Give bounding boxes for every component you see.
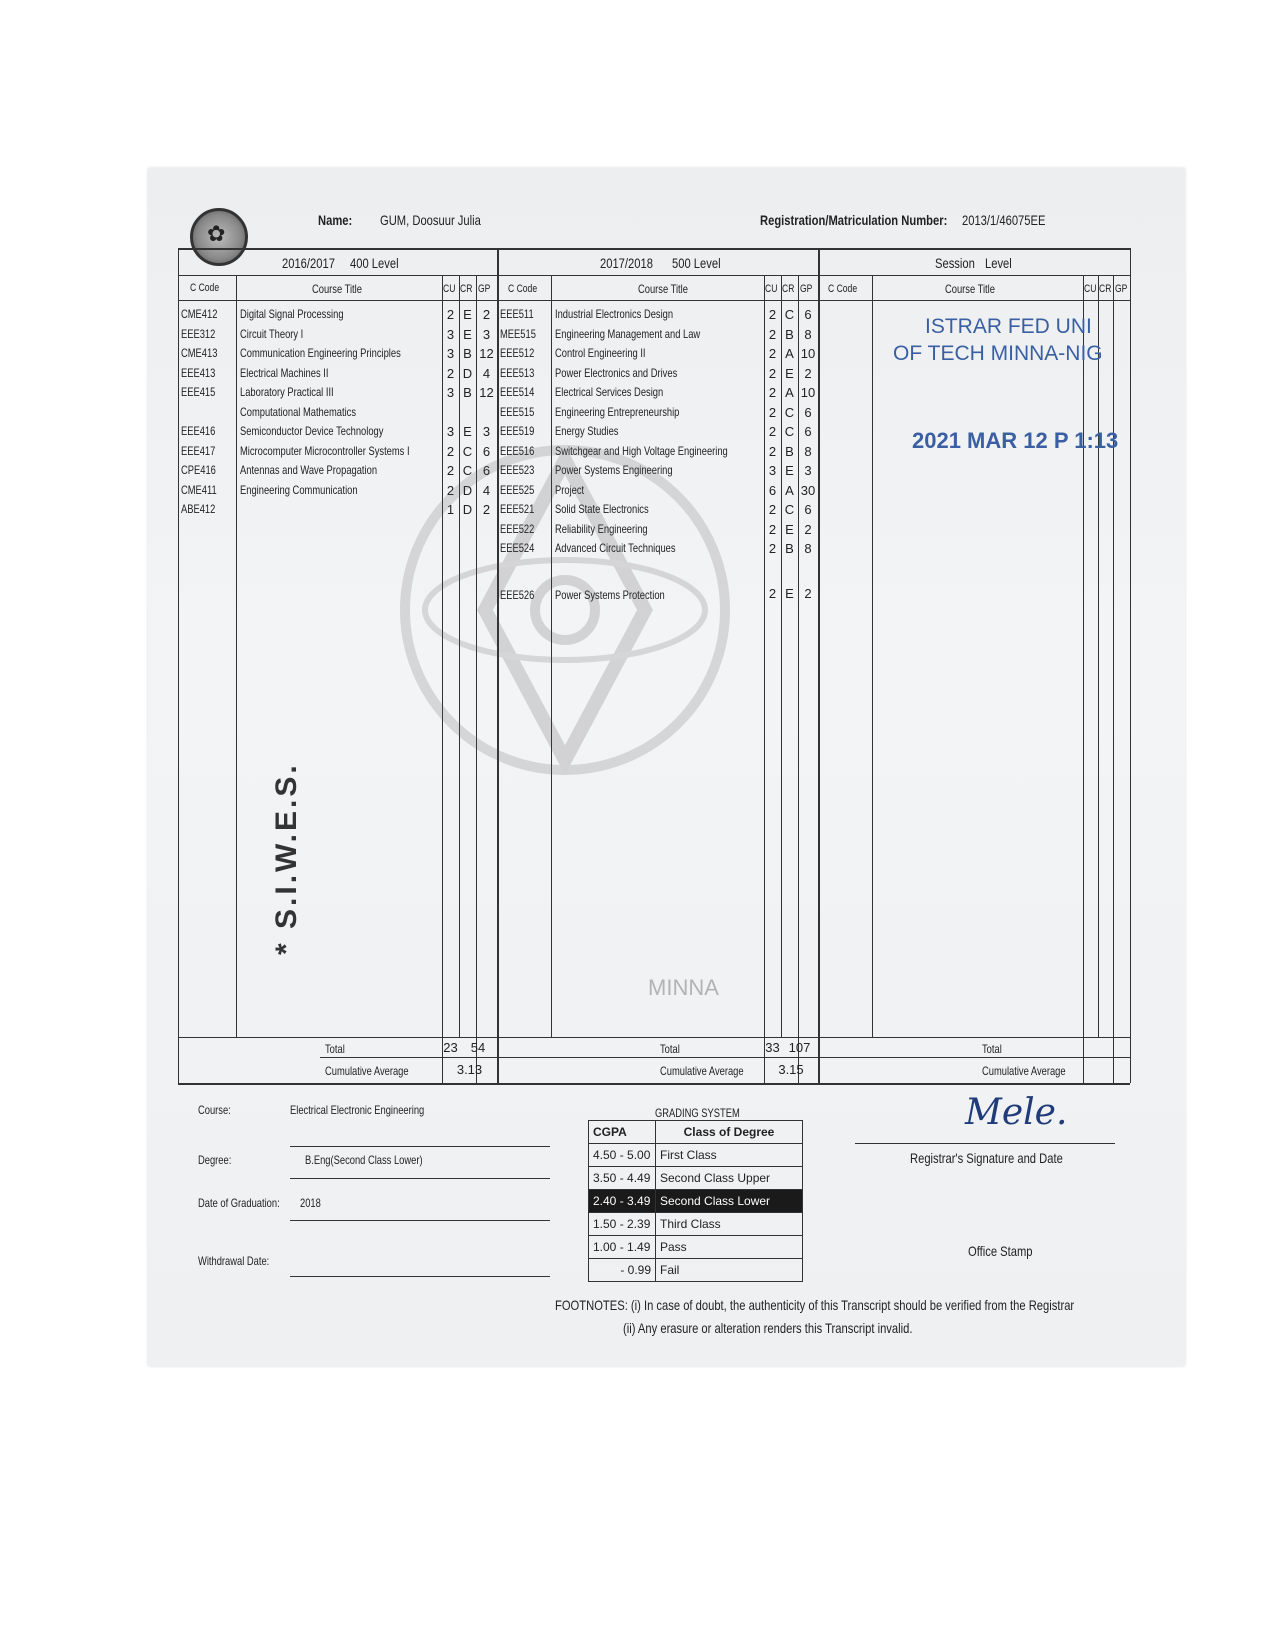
session1-level: 400 Level bbox=[350, 255, 399, 271]
grading-class: Second Class Upper bbox=[656, 1167, 803, 1190]
course-grade: A bbox=[785, 385, 794, 400]
course-units: 6 bbox=[768, 482, 777, 498]
reg-number-label: Registration/Matriculation Number: bbox=[760, 212, 948, 228]
siwes-note: * S.I.W.E.S. bbox=[270, 762, 303, 955]
col-header-gp: GP bbox=[478, 283, 491, 295]
course-units: 2 bbox=[768, 404, 777, 420]
course-units: 2 bbox=[446, 365, 455, 381]
course-grade: E bbox=[785, 365, 794, 381]
grade-points: 6 bbox=[804, 307, 812, 322]
course-title: Control Engineering II bbox=[555, 346, 646, 360]
session2-total-gp: 107 bbox=[788, 1040, 811, 1055]
course-title: Antennas and Wave Propagation bbox=[240, 463, 378, 477]
grading-class: Third Class bbox=[656, 1213, 803, 1236]
column-header-rule bbox=[178, 300, 1130, 301]
grading-range: 3.50 - 4.49 bbox=[589, 1167, 656, 1190]
course-grade: E bbox=[785, 463, 794, 478]
session2-cu bbox=[764, 305, 781, 559]
col-rule bbox=[236, 275, 237, 1037]
session1-year: 2016/2017 bbox=[282, 255, 335, 271]
course-title: Digital Signal Processing bbox=[240, 307, 344, 321]
col-header-title: Course Title bbox=[312, 282, 362, 296]
course-units: 2 bbox=[446, 463, 455, 478]
col-header-cr: CR bbox=[460, 283, 473, 295]
course-title: Microcomputer Microcontroller Systems I bbox=[240, 443, 410, 458]
course-units: 2 bbox=[768, 365, 777, 381]
grading-table bbox=[588, 1120, 803, 1282]
course-units: 2 bbox=[768, 443, 777, 459]
grade-points: 2 bbox=[804, 521, 812, 537]
degree-underline bbox=[290, 1178, 550, 1179]
grading-title: GRADING SYSTEM bbox=[655, 1106, 740, 1120]
course-code: EEE312 bbox=[181, 326, 216, 341]
session3-label: Session bbox=[935, 255, 975, 271]
grading-class: Pass bbox=[656, 1236, 803, 1259]
course-grade: E bbox=[785, 586, 794, 601]
course-units: 2 bbox=[768, 424, 777, 439]
course-grade: B bbox=[463, 346, 472, 361]
course-units: 2 bbox=[768, 346, 777, 361]
col-header-ccode: C Code bbox=[190, 282, 220, 294]
grading-range: - 0.99 bbox=[589, 1259, 656, 1282]
course-code bbox=[181, 403, 224, 423]
office-stamp-label: Office Stamp bbox=[968, 1243, 1033, 1259]
course-title: Laboratory Practical III bbox=[240, 385, 334, 399]
grade-points: 4 bbox=[482, 482, 491, 498]
grade-points: 2 bbox=[804, 365, 812, 381]
session2-cum-value: 3.15 bbox=[778, 1062, 804, 1077]
session3-cum-label: Cumulative Average bbox=[982, 1064, 1066, 1078]
session2-gp bbox=[798, 305, 818, 559]
course-grade: D bbox=[462, 502, 473, 517]
grade-points: 3 bbox=[804, 463, 812, 478]
course-units: 2 bbox=[446, 307, 455, 322]
table-bottom-rule bbox=[178, 1083, 1130, 1085]
grade-points: 2 bbox=[482, 502, 491, 517]
grade-points: 6 bbox=[804, 424, 812, 439]
course-code: EEE521 bbox=[500, 502, 535, 516]
withdrawal-label: Withdrawal Date: bbox=[198, 1254, 270, 1268]
graduation-value: 2018 bbox=[300, 1196, 321, 1210]
course-grade: B bbox=[463, 385, 472, 400]
course-title: Solid State Electronics bbox=[555, 502, 649, 516]
col-rule bbox=[1098, 275, 1099, 1037]
course-units: 3 bbox=[446, 424, 455, 439]
course-title: Communication Engineering Principles bbox=[240, 346, 401, 360]
session1-total-gp: 54 bbox=[470, 1040, 486, 1055]
grade-points: 8 bbox=[804, 541, 812, 556]
session1-cum-label: Cumulative Average bbox=[325, 1064, 409, 1078]
degree-label: Degree: bbox=[198, 1153, 232, 1167]
total-rule bbox=[178, 1037, 1130, 1038]
course-title: Engineering Entrepreneurship bbox=[555, 404, 680, 419]
course-code: CME412 bbox=[181, 307, 218, 321]
course-grade: C bbox=[462, 463, 473, 478]
col-rule bbox=[1083, 275, 1084, 1083]
course-code: EEE511 bbox=[500, 307, 534, 321]
course-title: Engineering Communication bbox=[240, 482, 358, 497]
registrar-signature-label: Registrar's Signature and Date bbox=[910, 1150, 1063, 1166]
course-units: 2 bbox=[446, 482, 455, 498]
course-label: Course: bbox=[198, 1103, 231, 1117]
grading-class: First Class bbox=[656, 1144, 803, 1167]
course-grade: C bbox=[462, 443, 473, 459]
col-header-gp-3: GP bbox=[1115, 283, 1128, 295]
col-header-cr-2: CR bbox=[782, 283, 795, 295]
session2-cr bbox=[781, 305, 798, 559]
col-rule bbox=[818, 248, 820, 1083]
course-code: EEE523 bbox=[500, 463, 535, 477]
course-units: 3 bbox=[446, 385, 455, 400]
grading-range-highlighted: 2.40 - 3.49 bbox=[589, 1190, 656, 1213]
course-grade: C bbox=[784, 404, 795, 420]
session1-total-label: Total bbox=[325, 1042, 345, 1056]
course-title: Advanced Circuit Techniques bbox=[555, 541, 676, 555]
registrar-stamp-line1: ISTRAR FED UNI bbox=[925, 315, 1092, 338]
course-title: Circuit Theory I bbox=[240, 326, 304, 341]
course-grade: B bbox=[785, 443, 794, 459]
course-grade: D bbox=[462, 482, 473, 498]
course-code: EEE415 bbox=[181, 385, 216, 399]
course-code: EEE519 bbox=[500, 424, 535, 438]
grading-class-highlighted: Second Class Lower bbox=[656, 1190, 803, 1213]
course-units: 2 bbox=[446, 443, 455, 459]
course-units: 2 bbox=[768, 326, 777, 342]
course-code: EEE525 bbox=[500, 482, 535, 497]
col-header-ccode-3: C Code bbox=[828, 283, 858, 295]
course-grade: B bbox=[785, 541, 794, 556]
course-title: Industrial Electronics Design bbox=[555, 307, 674, 321]
course-code: EEE515 bbox=[500, 404, 535, 419]
student-name: GUM, Doosuur Julia bbox=[380, 212, 481, 228]
watermark-text: MINNA bbox=[648, 975, 719, 1000]
grade-points: 30 bbox=[800, 482, 816, 498]
col-rule bbox=[1130, 248, 1131, 1083]
course-units: 3 bbox=[446, 346, 455, 361]
grade-points: 6 bbox=[804, 502, 812, 517]
col-header-cu-3: CU bbox=[1084, 283, 1097, 295]
footnote-2: (ii) Any erasure or alteration renders this Transcript invalid. bbox=[623, 1320, 913, 1336]
course-grade: E bbox=[463, 307, 472, 322]
course-title: Engineering Management and Law bbox=[555, 326, 701, 341]
session2-year: 2017/2018 bbox=[600, 255, 653, 271]
withdrawal-underline bbox=[290, 1276, 550, 1277]
grade-points: 2 bbox=[482, 307, 491, 322]
session1-total-cu: 23 bbox=[443, 1040, 458, 1055]
session2-level: 500 Level bbox=[672, 255, 721, 271]
grading-range: 1.00 - 1.49 bbox=[589, 1236, 656, 1259]
grading-class: Fail bbox=[656, 1259, 803, 1282]
course-code: EEE516 bbox=[500, 443, 535, 458]
grading-range: 1.50 - 2.39 bbox=[589, 1213, 656, 1236]
grade-points: 10 bbox=[800, 346, 816, 361]
table-top-rule bbox=[178, 248, 1130, 250]
university-logo-icon: ✿ bbox=[190, 208, 248, 266]
course-code: EEE416 bbox=[181, 424, 216, 438]
course-units: 1 bbox=[446, 502, 455, 517]
course-grade: A bbox=[785, 482, 794, 498]
course-grade: E bbox=[463, 424, 472, 439]
col-header-cr-3: CR bbox=[1099, 283, 1112, 295]
course-grade: B bbox=[785, 326, 794, 342]
course-title bbox=[240, 500, 396, 520]
course-title: Semiconductor Device Technology bbox=[240, 424, 384, 438]
grade-points: 4 bbox=[482, 365, 491, 381]
course-code: EEE512 bbox=[500, 346, 535, 360]
session1-codes bbox=[181, 305, 236, 520]
course-units: 2 bbox=[768, 521, 777, 537]
course-grade: C bbox=[784, 424, 795, 439]
course-grade: E bbox=[785, 521, 794, 537]
course-code: CME413 bbox=[181, 346, 218, 360]
course-code: CME411 bbox=[181, 482, 217, 497]
course-units: 2 bbox=[768, 502, 777, 517]
signature-line bbox=[855, 1143, 1115, 1144]
footnote-1: FOOTNOTES: (i) In case of doubt, the authenticity of this Transcript should be verified from the Registrar bbox=[555, 1297, 1075, 1313]
course-title: Power Systems Engineering bbox=[555, 463, 673, 477]
reg-number: 2013/1/46075EE bbox=[962, 212, 1046, 228]
name-label: Name: bbox=[318, 212, 353, 228]
course-code: EEE513 bbox=[500, 365, 535, 380]
session2-cum-label: Cumulative Average bbox=[660, 1064, 744, 1078]
grade-points: 12 bbox=[479, 346, 494, 361]
grading-head-class: Class of Degree bbox=[656, 1121, 803, 1144]
course-units: 2 bbox=[768, 385, 777, 400]
graduation-underline bbox=[290, 1220, 550, 1221]
registrar-stamp-line2: OF TECH MINNA-NIG bbox=[893, 342, 1103, 365]
course-grade: C bbox=[784, 502, 795, 517]
course-code: EEE522 bbox=[500, 521, 535, 536]
col-rule bbox=[1113, 275, 1114, 1083]
course-code: EEE526 bbox=[500, 588, 535, 602]
grade-points: 12 bbox=[479, 385, 494, 400]
course-grade: C bbox=[784, 307, 795, 322]
grading-range: 4.50 - 5.00 bbox=[589, 1144, 656, 1167]
course-title: Switchgear and High Voltage Engineering bbox=[555, 443, 728, 458]
course-code: ABE412 bbox=[181, 502, 216, 516]
grade-points: 6 bbox=[804, 404, 812, 420]
session2-total-label: Total bbox=[660, 1042, 680, 1056]
graduation-label: Date of Graduation: bbox=[198, 1196, 280, 1210]
col-rule bbox=[872, 275, 873, 1037]
session2-total-cu: 33 bbox=[765, 1040, 780, 1055]
grade-points: 3 bbox=[482, 326, 491, 342]
course-title: Electrical Services Design bbox=[555, 385, 664, 399]
course-title: Reliability Engineering bbox=[555, 521, 648, 536]
grading-head-cgpa: CGPA bbox=[589, 1121, 656, 1144]
course-title: Electrical Machines II bbox=[240, 365, 329, 380]
course-grade: E bbox=[463, 326, 472, 342]
course-code: EEE514 bbox=[500, 385, 535, 399]
course-units: 2 bbox=[768, 307, 777, 322]
course-code: EEE413 bbox=[181, 365, 216, 380]
course-units: 2 bbox=[768, 586, 777, 601]
col-header-title-3: Course Title bbox=[945, 282, 995, 296]
col-header-cu-2: CU bbox=[765, 283, 778, 295]
course-code: CPE416 bbox=[181, 463, 216, 477]
grade-points: 10 bbox=[800, 385, 816, 400]
course-underline bbox=[290, 1146, 550, 1147]
grade-points: 2 bbox=[804, 586, 812, 601]
course-grade: D bbox=[462, 365, 473, 381]
grade-points: 6 bbox=[482, 463, 491, 478]
col-header-gp-2: GP bbox=[800, 283, 813, 295]
session3-total-label: Total bbox=[982, 1042, 1002, 1056]
col-header-title-2: Course Title bbox=[638, 282, 688, 296]
course-units: 3 bbox=[768, 463, 777, 478]
course-units: 3 bbox=[446, 326, 455, 342]
course-title: Project bbox=[555, 482, 585, 497]
course-title: Energy Studies bbox=[555, 424, 619, 438]
course-units: 2 bbox=[768, 541, 777, 556]
course-value: Electrical Electronic Engineering bbox=[290, 1103, 425, 1117]
col-rule bbox=[178, 248, 179, 1083]
course-code: MEE515 bbox=[500, 326, 536, 341]
course-code: EEE417 bbox=[181, 443, 216, 458]
course-title: Power Electronics and Drives bbox=[555, 365, 678, 380]
course-grade: A bbox=[785, 346, 794, 361]
course-code: EEE524 bbox=[500, 541, 535, 555]
course-title: Computational Mathematics bbox=[240, 404, 357, 419]
session1-cum-value: 3.13 bbox=[456, 1062, 483, 1077]
registrar-signature: Mele. bbox=[965, 1092, 1068, 1133]
registrar-stamp-date: 2021 MAR 12 P 1:13 bbox=[912, 428, 1119, 453]
grade-points: 3 bbox=[482, 424, 491, 439]
degree-value: B.Eng(Second Class Lower) bbox=[305, 1153, 423, 1167]
session-header-rule bbox=[178, 275, 1130, 276]
session3-level: Level bbox=[985, 255, 1012, 271]
grade-points: 8 bbox=[804, 443, 812, 459]
col-header-cu: CU bbox=[443, 283, 456, 295]
col-header-ccode-2: C Code bbox=[508, 283, 538, 295]
course-title: Power Systems Protection bbox=[555, 588, 665, 602]
university-watermark-icon bbox=[400, 330, 730, 890]
grade-points: 8 bbox=[804, 326, 812, 342]
grade-points: 6 bbox=[482, 443, 491, 459]
